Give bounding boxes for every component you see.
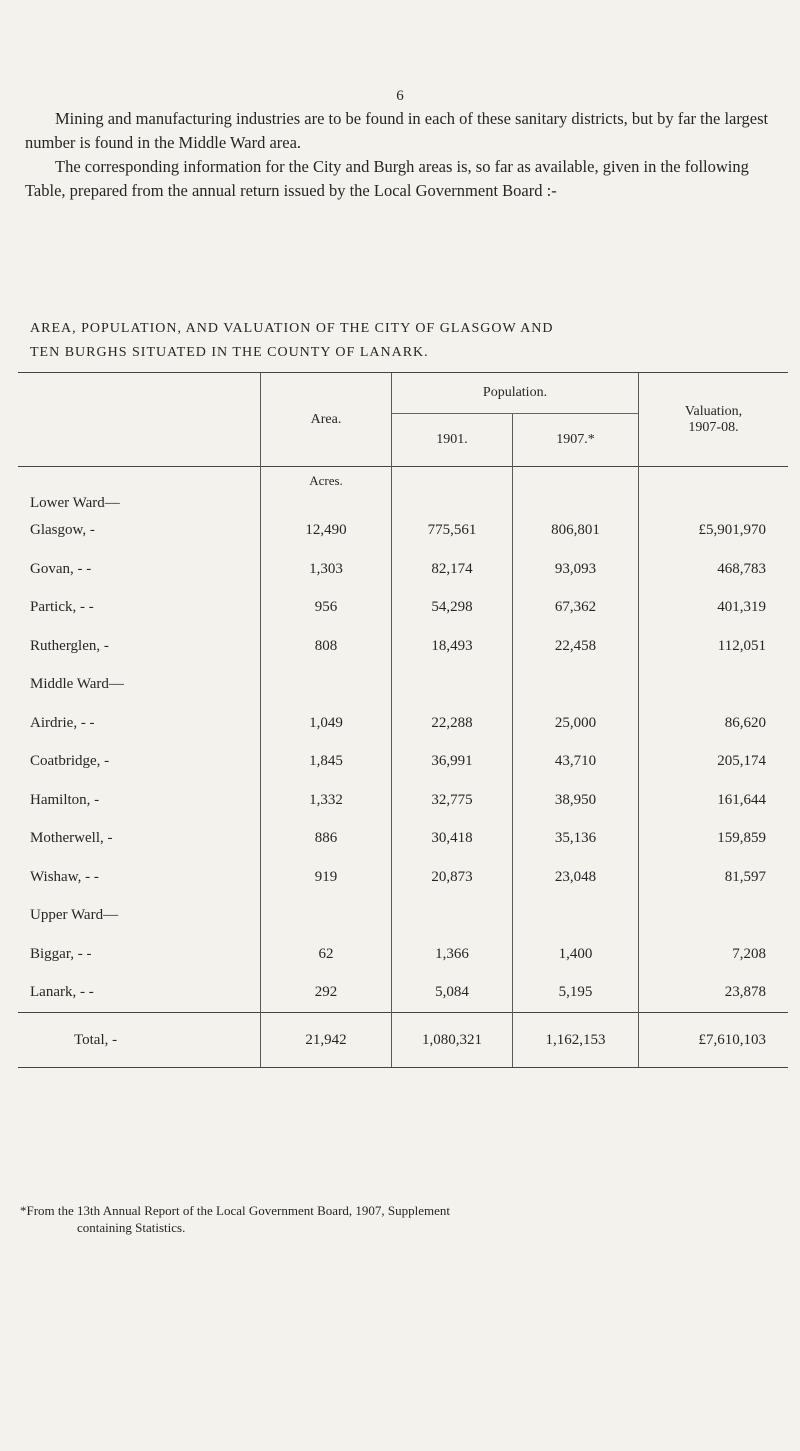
page-number: 6 bbox=[396, 88, 404, 104]
ward-row-middle bbox=[18, 666, 788, 705]
row-valuation: 7,208 bbox=[639, 935, 789, 974]
area-units: Acres. bbox=[261, 467, 392, 512]
table-title-line-1: AREA, POPULATION, AND VALUATION OF THE CITY OF GLASGOW AND bbox=[30, 321, 554, 336]
row-area: 62 bbox=[261, 935, 392, 974]
row-pop-1907: 35,136 bbox=[513, 820, 639, 859]
row-area: 886 bbox=[261, 820, 392, 859]
row-area: 292 bbox=[261, 974, 392, 1013]
row-pop-1907: 22,458 bbox=[513, 627, 639, 666]
row-area: 1,845 bbox=[261, 743, 392, 782]
row-pop-1907: 23,048 bbox=[513, 858, 639, 897]
row-area: 12,490 bbox=[261, 512, 392, 551]
ward-label-middle: Middle Ward— bbox=[30, 676, 124, 693]
row-name: Coatbridge, - bbox=[30, 753, 110, 770]
row-valuation: 161,644 bbox=[639, 781, 789, 820]
table-title bbox=[30, 317, 770, 365]
row-name: Biggar, - - bbox=[30, 945, 92, 962]
row-area: 1,332 bbox=[261, 781, 392, 820]
row-valuation: 23,878 bbox=[639, 974, 789, 1013]
row-pop-1907: 38,950 bbox=[513, 781, 639, 820]
row-valuation: 205,174 bbox=[639, 743, 789, 782]
table-row bbox=[18, 781, 788, 820]
table-title-line-2: TEN BURGHS SITUATED IN THE COUNTY OF LANARK. bbox=[30, 345, 429, 360]
row-pop-1907: 1,400 bbox=[513, 935, 639, 974]
row-pop-1901: 5,084 bbox=[392, 974, 513, 1013]
intro-text bbox=[25, 107, 785, 203]
row-area: 1,049 bbox=[261, 704, 392, 743]
row-pop-1907: 43,710 bbox=[513, 743, 639, 782]
row-pop-1907: 5,195 bbox=[513, 974, 639, 1013]
total-row bbox=[18, 1013, 788, 1068]
header-area: Area. bbox=[261, 373, 392, 467]
row-valuation: 468,783 bbox=[639, 550, 789, 589]
row-name: Hamilton, - bbox=[30, 791, 100, 808]
footnote bbox=[20, 1202, 790, 1236]
ward-row-upper bbox=[18, 897, 788, 936]
intro-paragraph-2: The corresponding information for the City and Burgh areas is, so far as available, given in the following Table, prepared from the annual return issued by the Local Government Board :- bbox=[25, 157, 749, 200]
row-name: Partick, - - bbox=[30, 599, 94, 616]
statistics-table bbox=[18, 372, 788, 1068]
table-row bbox=[18, 512, 788, 551]
row-pop-1907: 67,362 bbox=[513, 589, 639, 628]
total-valuation: £7,610,103 bbox=[639, 1013, 789, 1068]
row-pop-1901: 18,493 bbox=[392, 627, 513, 666]
row-name: Lanark, - - bbox=[30, 984, 94, 1001]
row-valuation: 159,859 bbox=[639, 820, 789, 859]
total-pop-1907: 1,162,153 bbox=[513, 1013, 639, 1068]
header-population: Population. bbox=[392, 373, 639, 414]
row-valuation: 112,051 bbox=[639, 627, 789, 666]
row-pop-1901: 36,991 bbox=[392, 743, 513, 782]
table-row bbox=[18, 858, 788, 897]
row-name: Govan, - - bbox=[30, 560, 92, 577]
header-row bbox=[18, 373, 788, 414]
table-row bbox=[18, 704, 788, 743]
row-valuation: 81,597 bbox=[639, 858, 789, 897]
row-valuation: 86,620 bbox=[639, 704, 789, 743]
row-pop-1901: 30,418 bbox=[392, 820, 513, 859]
ward-label-upper: Upper Ward— bbox=[30, 907, 119, 924]
table-row bbox=[18, 974, 788, 1013]
header-valuation bbox=[639, 373, 789, 467]
row-name: Motherwell, - bbox=[30, 830, 113, 847]
row-area: 956 bbox=[261, 589, 392, 628]
row-pop-1907: 25,000 bbox=[513, 704, 639, 743]
footnote-line-2: containing Statistics. bbox=[77, 1220, 186, 1235]
row-pop-1907: 806,801 bbox=[513, 512, 639, 551]
total-label: Total, - bbox=[18, 1013, 261, 1068]
row-name: Rutherglen, - bbox=[30, 637, 109, 654]
table-row bbox=[18, 589, 788, 628]
row-pop-1907: 93,093 bbox=[513, 550, 639, 589]
row-name: Glasgow, - bbox=[30, 522, 95, 539]
row-pop-1901: 1,366 bbox=[392, 935, 513, 974]
row-name: Airdrie, - - bbox=[30, 714, 95, 731]
table-row bbox=[18, 820, 788, 859]
header-pop-1907: 1907.* bbox=[513, 414, 639, 467]
row-area: 1,303 bbox=[261, 550, 392, 589]
header-valuation-label: Valuation, bbox=[684, 403, 743, 419]
row-valuation: 401,319 bbox=[639, 589, 789, 628]
row-pop-1901: 82,174 bbox=[392, 550, 513, 589]
row-area: 919 bbox=[261, 858, 392, 897]
table-row bbox=[18, 627, 788, 666]
total-pop-1901: 1,080,321 bbox=[392, 1013, 513, 1068]
row-pop-1901: 54,298 bbox=[392, 589, 513, 628]
footnote-line-1: *From the 13th Annual Report of the Local Government Board, 1907, Supplement bbox=[20, 1203, 451, 1218]
header-valuation-year: 1907-08. bbox=[688, 419, 739, 435]
row-name: Wishaw, - - bbox=[30, 868, 99, 885]
intro-paragraph-1: Mining and manufacturing industries are to be found in each of these sanitary districts, but by far the largest number is found in the Middle Ward area. bbox=[25, 109, 769, 152]
row-valuation: £5,901,970 bbox=[639, 512, 789, 551]
row-pop-1901: 32,775 bbox=[392, 781, 513, 820]
table-row bbox=[18, 935, 788, 974]
row-pop-1901: 20,873 bbox=[392, 858, 513, 897]
table-row bbox=[18, 743, 788, 782]
row-pop-1901: 775,561 bbox=[392, 512, 513, 551]
row-area: 808 bbox=[261, 627, 392, 666]
ward-label-lower: Lower Ward— bbox=[30, 494, 120, 511]
total-area: 21,942 bbox=[261, 1013, 392, 1068]
ward-row-lower bbox=[18, 467, 788, 512]
row-pop-1901: 22,288 bbox=[392, 704, 513, 743]
header-pop-1901: 1901. bbox=[392, 414, 513, 467]
table-row bbox=[18, 550, 788, 589]
